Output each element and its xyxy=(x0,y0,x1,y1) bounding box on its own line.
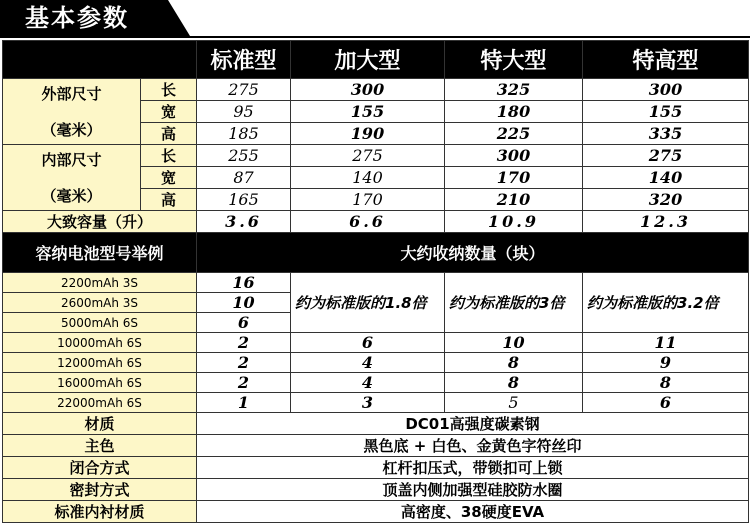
capacity-row xyxy=(3,211,749,233)
table-row xyxy=(3,373,749,393)
table-row xyxy=(3,479,749,501)
storage-count-header: 大约收纳数量（块） xyxy=(197,233,749,273)
value-cell: 6 xyxy=(291,333,445,353)
battery-model: 12000mAh 6S xyxy=(3,353,197,373)
seal-value: 顶盖内侧加强型硅胶防水圈 xyxy=(197,479,749,501)
value-cell: 165 xyxy=(197,189,291,211)
value-cell: 210 xyxy=(445,189,583,211)
value-cell: 155 xyxy=(291,101,445,123)
battery-model: 5000mAh 6S xyxy=(3,313,197,333)
value-cell: 10 xyxy=(445,333,583,353)
battery-header-row xyxy=(3,233,749,273)
closure-value: 杠杆扣压式，带锁扣可上锁 xyxy=(197,457,749,479)
table-row xyxy=(3,413,749,435)
battery-model: 2600mAh 3S xyxy=(3,293,197,313)
value-cell: 5 xyxy=(445,393,583,413)
value-cell: 140 xyxy=(583,167,749,189)
value-cell: 190 xyxy=(291,123,445,145)
spec-table xyxy=(2,40,749,523)
column-header-row xyxy=(3,41,749,79)
liner-label: 标准内衬材质 xyxy=(3,501,197,523)
dim-label: 宽 xyxy=(141,101,197,123)
column-header-tall: 特高型 xyxy=(583,41,749,79)
column-header-large: 加大型 xyxy=(291,41,445,79)
value-cell: 185 xyxy=(197,123,291,145)
value-cell: 335 xyxy=(583,123,749,145)
value-cell: 180 xyxy=(445,101,583,123)
value-cell: 6 xyxy=(583,393,749,413)
value-cell: 1 xyxy=(197,393,291,413)
dim-label: 宽 xyxy=(141,167,197,189)
value-cell: 6 xyxy=(197,313,291,333)
value-cell: 2 xyxy=(197,353,291,373)
external-size-label xyxy=(3,79,141,145)
dim-label: 高 xyxy=(141,189,197,211)
table-row xyxy=(3,273,749,293)
table-row xyxy=(3,501,749,523)
value-cell: 225 xyxy=(445,123,583,145)
value-cell: 16 xyxy=(197,273,291,293)
material-value: DC01高强度碳素钢 xyxy=(197,413,749,435)
battery-model: 10000mAh 6S xyxy=(3,333,197,353)
multiplier-tall: 约为标准版的3.2倍 xyxy=(583,273,749,333)
battery-model: 16000mAh 6S xyxy=(3,373,197,393)
capacity-value: 12.3 xyxy=(583,211,749,233)
multiplier-large: 约为标准版的1.8倍 xyxy=(291,273,445,333)
table-row xyxy=(3,353,749,373)
capacity-value: 3.6 xyxy=(197,211,291,233)
value-cell: 2 xyxy=(197,373,291,393)
value-cell: 3 xyxy=(291,393,445,413)
value-cell: 170 xyxy=(445,167,583,189)
dim-label: 长 xyxy=(141,145,197,167)
value-cell: 155 xyxy=(583,101,749,123)
value-cell: 4 xyxy=(291,353,445,373)
header-divider xyxy=(0,36,750,38)
section-title: 基本参数 xyxy=(25,4,129,32)
value-cell: 140 xyxy=(291,167,445,189)
value-cell: 300 xyxy=(291,79,445,101)
internal-size-unit: （毫米） xyxy=(41,186,102,205)
dim-label: 长 xyxy=(141,79,197,101)
material-label: 材质 xyxy=(3,413,197,435)
battery-model: 2200mAh 3S xyxy=(3,273,197,293)
value-cell: 170 xyxy=(291,189,445,211)
table-row xyxy=(3,79,749,101)
table-row xyxy=(3,457,749,479)
value-cell: 4 xyxy=(291,373,445,393)
table-row xyxy=(3,393,749,413)
external-size-unit: （毫米） xyxy=(41,120,102,139)
value-cell: 255 xyxy=(197,145,291,167)
battery-model-header: 容纳电池型号举例 xyxy=(3,233,197,273)
value-cell: 8 xyxy=(445,373,583,393)
capacity-value: 6.6 xyxy=(291,211,445,233)
value-cell: 2 xyxy=(197,333,291,353)
value-cell: 8 xyxy=(445,353,583,373)
value-cell: 300 xyxy=(445,145,583,167)
value-cell: 275 xyxy=(291,145,445,167)
color-value: 黑色底 + 白色、金黄色字符丝印 xyxy=(197,435,749,457)
multiplier-xlarge: 约为标准版的3倍 xyxy=(445,273,583,333)
internal-size-label xyxy=(3,145,141,211)
value-cell: 9 xyxy=(583,353,749,373)
value-cell: 11 xyxy=(583,333,749,353)
table-row xyxy=(3,145,749,167)
section-header xyxy=(0,0,750,38)
value-cell: 325 xyxy=(445,79,583,101)
color-label: 主色 xyxy=(3,435,197,457)
table-row xyxy=(3,435,749,457)
value-cell: 320 xyxy=(583,189,749,211)
seal-label: 密封方式 xyxy=(3,479,197,501)
value-cell: 300 xyxy=(583,79,749,101)
column-header-xlarge: 特大型 xyxy=(445,41,583,79)
value-cell: 275 xyxy=(583,145,749,167)
internal-size-title: 内部尺寸 xyxy=(41,150,102,169)
external-size-title: 外部尺寸 xyxy=(41,84,102,103)
liner-value: 高密度、38硬度EVA xyxy=(197,501,749,523)
value-cell: 275 xyxy=(197,79,291,101)
table-row xyxy=(3,333,749,353)
capacity-value: 10.9 xyxy=(445,211,583,233)
battery-model: 22000mAh 6S xyxy=(3,393,197,413)
dim-label: 高 xyxy=(141,123,197,145)
corner-cell xyxy=(3,41,197,79)
value-cell: 87 xyxy=(197,167,291,189)
value-cell: 10 xyxy=(197,293,291,313)
value-cell: 95 xyxy=(197,101,291,123)
capacity-label: 大致容量（升） xyxy=(3,211,197,233)
value-cell: 8 xyxy=(583,373,749,393)
closure-label: 闭合方式 xyxy=(3,457,197,479)
column-header-standard: 标准型 xyxy=(197,41,291,79)
